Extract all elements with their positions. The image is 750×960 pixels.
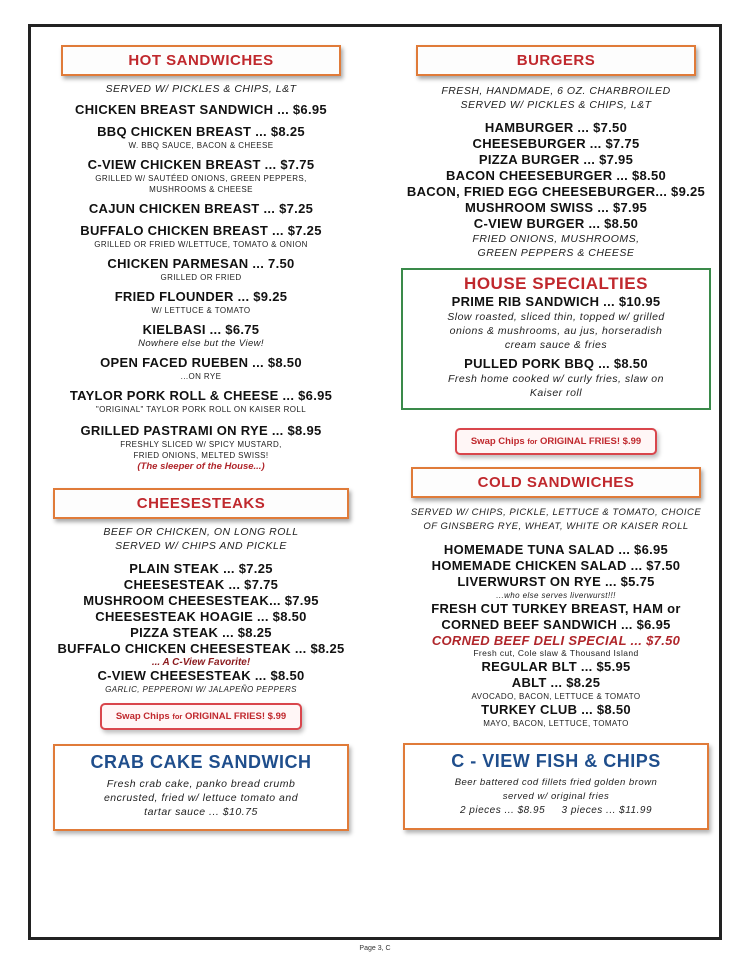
menu-item-desc: cream sauce & fries <box>504 339 608 351</box>
menu-item-desc: ...ON RYE <box>180 372 222 381</box>
menu-item-desc: Fresh home cooked w/ curly fries, slaw on <box>448 373 664 385</box>
menu-item: MUSHROOM SWISS ... $7.95 <box>464 200 647 215</box>
menu-item: ABLT ... $8.25 <box>511 675 601 690</box>
burgers-header: BURGERS <box>416 45 696 76</box>
menu-item: KIELBASI ... $6.75 <box>142 322 260 337</box>
menu-item: HOMEMADE TUNA SALAD ... $6.95 <box>443 542 669 557</box>
menu-item: REGULAR BLT ... $5.95 <box>481 659 631 674</box>
menu-item: CHEESESTEAK ... $7.75 <box>123 577 279 592</box>
menu-item: OPEN FACED RUEBEN ... $8.50 <box>100 355 302 370</box>
swap-text: ORIGINAL FRIES! $.99 <box>537 436 642 447</box>
crab-cake-box <box>53 744 349 831</box>
crab-cake-title: CRAB CAKE SANDWICH <box>90 752 312 772</box>
menu-item-desc: Kaiser roll <box>529 387 583 399</box>
page-number: Page 3, C <box>359 945 391 952</box>
cheesesteaks-subtitle: SERVED W/ CHIPS AND PICKLE <box>115 540 287 552</box>
menu-item: GRILLED PASTRAMI ON RYE ... $8.95 <box>80 423 322 438</box>
fish-chips-box <box>403 743 709 830</box>
menu-item: BACON, FRIED EGG CHEESEBURGER... $9.25 <box>406 184 706 199</box>
right-column <box>393 45 719 830</box>
menu-item-desc: Slow roasted, sliced thin, topped w/ grilled <box>447 311 665 323</box>
menu-item-desc: GRILLED W/ SAUTÉED ONIONS, GREEN PEPPERS, <box>95 174 307 183</box>
cheesesteaks-subtitle: BEEF OR CHICKEN, ON LONG ROLL <box>103 526 299 538</box>
burgers-subtitle: SERVED W/ PICKLES & CHIPS, L&T <box>460 99 652 111</box>
crab-cake-desc: tartar sauce ... $10.75 <box>144 806 258 818</box>
swap-text: for <box>172 712 183 721</box>
swap-text: ORIGINAL FRIES! $.99 <box>182 711 287 722</box>
burgers-subtitle: FRESH, HANDMADE, 6 OZ. CHARBROILED <box>441 85 671 97</box>
menu-item-desc: GRILLED OR FRIED <box>160 273 242 282</box>
fish-chips-desc: served w/ original fries <box>502 791 610 802</box>
menu-page <box>28 24 722 940</box>
menu-item: HOMEMADE CHICKEN SALAD ... $7.50 <box>431 558 681 573</box>
menu-item-desc: Fresh cut, Cole slaw & Thousand Island <box>473 648 639 658</box>
menu-item: TURKEY CLUB ... $8.50 <box>481 702 631 717</box>
swap-text: Swap Chips <box>470 436 528 447</box>
menu-item: PULLED PORK BBQ ... $8.50 <box>464 356 648 371</box>
menu-item-desc: onions & mushrooms, au jus, horseradish <box>449 325 663 337</box>
menu-item-desc: GARLIC, PEPPERONI W/ JALAPEÑO PEPPERS <box>105 685 297 694</box>
menu-item: MUSHROOM CHEESESTEAK... $7.95 <box>83 593 319 608</box>
fish-chips-prices: 2 pieces ... $8.95 3 pieces ... $11.99 <box>459 805 653 816</box>
menu-item: FRIED FLOUNDER ... $9.25 <box>114 289 288 304</box>
menu-item-desc: FRIED ONIONS, MUSHROOMS, <box>472 233 640 245</box>
menu-item: LIVERWURST ON RYE ... $5.75 <box>457 574 655 589</box>
hot-sandwiches-header: HOT SANDWICHES <box>61 45 341 76</box>
menu-item-desc: AVOCADO, BACON, LETTUCE & TOMATO <box>471 692 641 701</box>
menu-item: BACON CHEESEBURGER ... $8.50 <box>445 168 667 183</box>
menu-item: HAMBURGER ... $7.50 <box>484 120 628 135</box>
hot-sandwiches-subtitle: SERVED W/ PICKLES & CHIPS, L&T <box>105 83 297 95</box>
menu-item: CHEESEBURGER ... $7.75 <box>472 136 640 151</box>
menu-item: C-VIEW BURGER ... $8.50 <box>473 216 639 231</box>
menu-item: CAJUN CHICKEN BREAST ... $7.25 <box>88 201 314 216</box>
swap-text: for <box>527 437 538 446</box>
menu-item: C-VIEW CHICKEN BREAST ... $7.75 <box>87 157 315 172</box>
menu-item-desc: MUSHROOMS & CHEESE <box>149 185 253 194</box>
menu-item-desc: FRIED ONIONS, MELTED SWISS! <box>133 451 269 460</box>
menu-item-desc: W/ LETTUCE & TOMATO <box>151 306 251 315</box>
menu-item: CHICKEN BREAST SANDWICH ... $6.95 <box>75 102 327 117</box>
menu-item: BUFFALO CHICKEN CHEESESTEAK ... $8.25 <box>57 641 345 656</box>
menu-item-desc: W. BBQ SAUCE, BACON & CHEESE <box>128 141 274 150</box>
menu-item-desc: Nowhere else but the View! <box>138 338 264 349</box>
menu-item-desc: GREEN PEPPERS & CHEESE <box>477 247 635 259</box>
cold-sandwiches-subtitle: OF GINSBERG RYE, WHEAT, WHITE OR KAISER ROLL <box>423 521 689 532</box>
swap-fries-badge <box>455 428 657 455</box>
menu-item: CHEESESTEAK HOAGIE ... $8.50 <box>95 609 307 624</box>
cheesesteaks-header: CHEESESTEAKS <box>53 488 349 519</box>
crab-cake-desc: encrusted, fried w/ lettuce tomato and <box>103 792 299 804</box>
menu-item-note: ...who else serves liverwurst!!! <box>496 591 616 600</box>
fish-chips-desc: Beer battered cod fillets fried golden brown <box>454 777 658 788</box>
menu-item-desc: MAYO, BACON, LETTUCE, TOMATO <box>483 719 629 728</box>
menu-item: BBQ CHICKEN BREAST ... $8.25 <box>97 124 305 139</box>
left-column <box>41 45 361 831</box>
cold-sandwiches-header: COLD SANDWICHES <box>411 467 701 498</box>
swap-text: Swap Chips <box>115 711 173 722</box>
menu-item: FRESH CUT TURKEY BREAST, HAM or <box>431 601 681 616</box>
house-specialties-box <box>401 268 711 410</box>
menu-item-desc: "ORIGINAL" TAYLOR PORK ROLL ON KAISER ROLL <box>95 405 307 414</box>
menu-item: PRIME RIB SANDWICH ... $10.95 <box>451 294 661 309</box>
crab-cake-desc: Fresh crab cake, panko bread crumb <box>106 778 296 790</box>
menu-item: BUFFALO CHICKEN BREAST ... $7.25 <box>80 223 322 238</box>
deli-special: CORNED BEEF DELI SPECIAL ... $7.50 <box>431 633 681 648</box>
menu-item-desc: FRESHLY SLICED W/ SPICY MUSTARD, <box>120 440 282 449</box>
menu-item-desc: GRILLED OR FRIED W/LETTUCE, TOMATO & ONION <box>94 240 308 249</box>
menu-item-note: ... A C-View Favorite! <box>151 657 251 668</box>
house-specialties-title: HOUSE SPECIALTIES <box>464 274 648 293</box>
menu-item-note: (The sleeper of the House...) <box>137 461 265 472</box>
fish-chips-title: C - VIEW FISH & CHIPS <box>451 751 661 771</box>
menu-item: TAYLOR PORK ROLL & CHEESE ... $6.95 <box>69 388 333 403</box>
cold-sandwiches-subtitle: SERVED W/ CHIPS, PICKLE, LETTUCE & TOMATO, CHOICE <box>410 507 702 518</box>
swap-fries-badge <box>100 703 302 730</box>
menu-item: CORNED BEEF SANDWICH ... $6.95 <box>441 617 671 632</box>
menu-item: PIZZA STEAK ... $8.25 <box>130 625 272 640</box>
menu-item: CHICKEN PARMESAN ... 7.50 <box>107 256 295 271</box>
menu-item: PIZZA BURGER ... $7.95 <box>478 152 634 167</box>
menu-item: PLAIN STEAK ... $7.25 <box>129 561 273 576</box>
menu-item: C-VIEW CHEESESTEAK ... $8.50 <box>97 668 305 683</box>
